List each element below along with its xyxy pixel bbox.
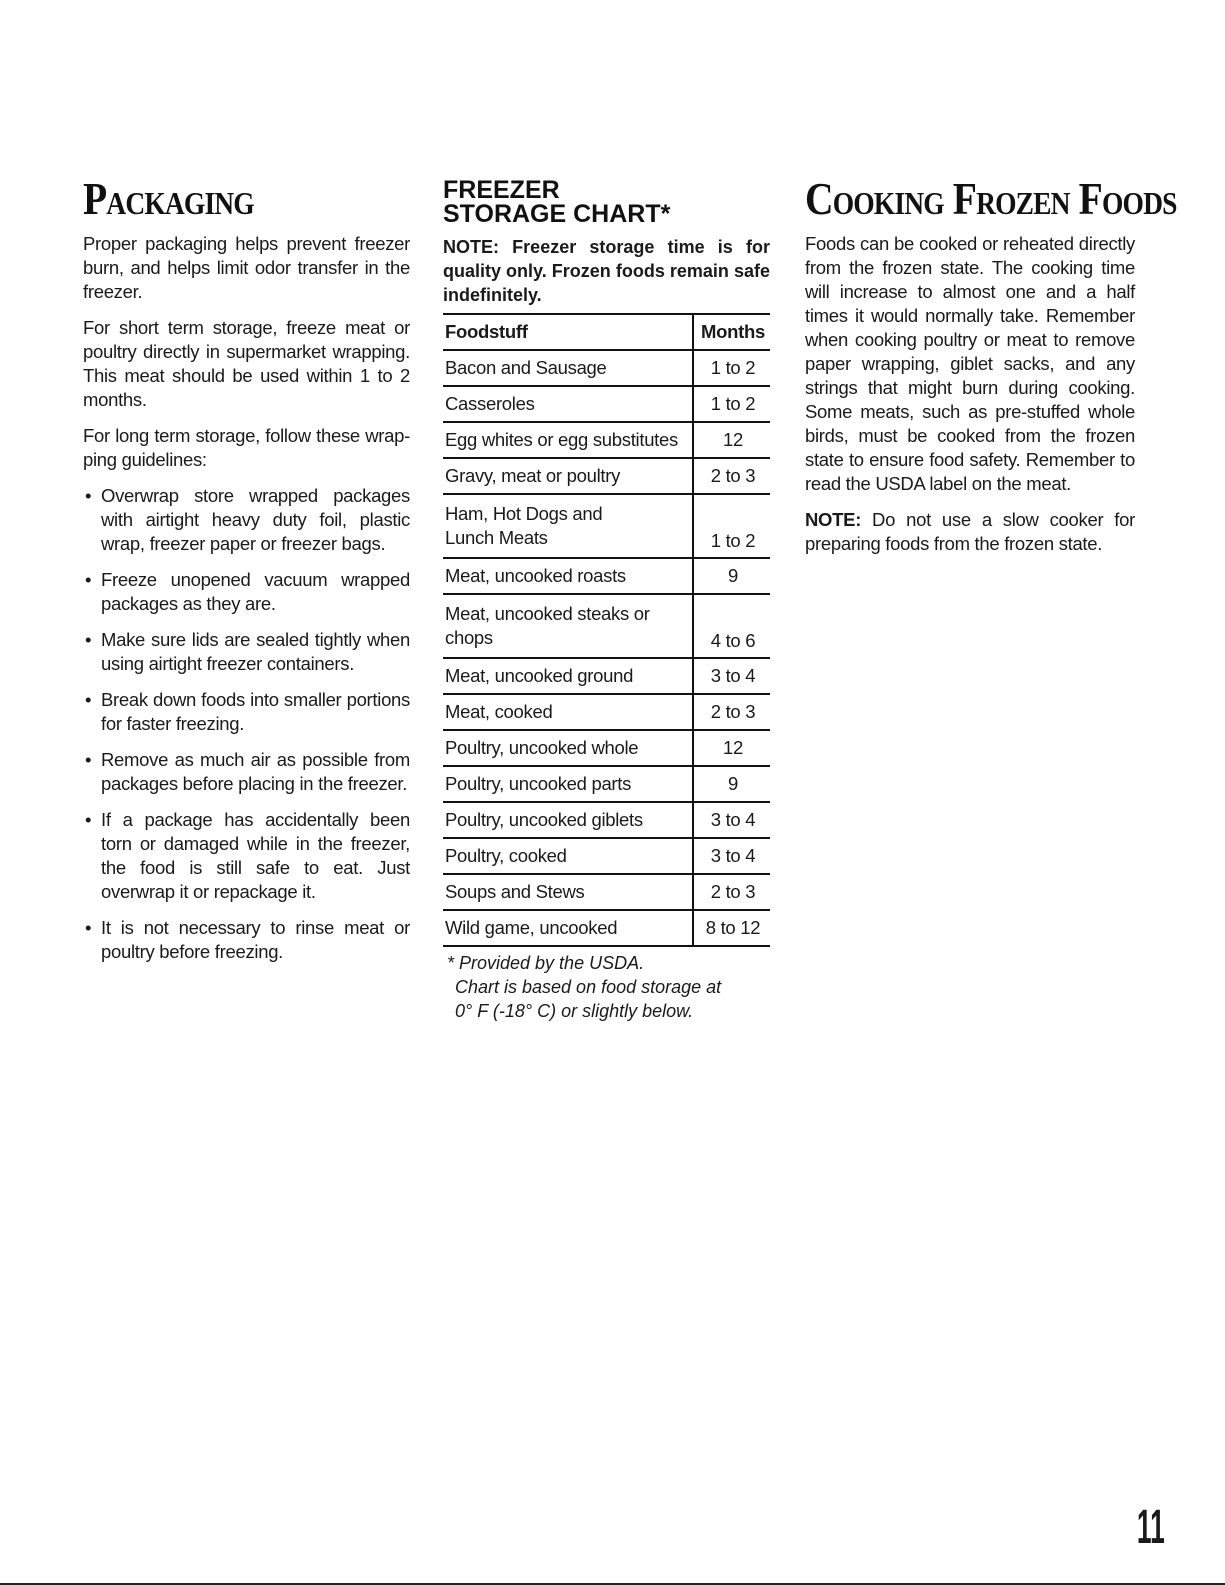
- bullet-icon: •: [85, 749, 92, 770]
- list-item: [83, 688, 410, 736]
- footnote-line: 0° F (-18° C) or slightly below.: [455, 1001, 694, 1021]
- cooking-frozen-foods-section: [805, 168, 1177, 568]
- cell-foodstuff: [443, 494, 693, 558]
- cell-foodstuff: [443, 802, 693, 838]
- list-item-text: It is not necessary to rinse meat or poultry before freezing.: [101, 917, 410, 962]
- foodstuff-line: Bacon and Sausage: [445, 357, 607, 378]
- cooking-note: [805, 508, 1135, 556]
- cooking-title: Cooking Frozen Foods: [805, 173, 1177, 224]
- cell-months: 2 to 3: [693, 874, 770, 910]
- cell-months: 1 to 2: [693, 494, 770, 558]
- cell-months: 9: [693, 558, 770, 594]
- cell-foodstuff: [443, 658, 693, 694]
- packaging-paragraph: Proper packaging helps prevent freezer burn, and helps limit odor transfer in the freezer.: [83, 233, 410, 302]
- table-row: [443, 766, 770, 802]
- cooking-paragraph: Foods can be cooked or reheated directly from the frozen state. The cooking time will increase to almost one and a half times it would normally take. Remember when cooking poultry or meat to remove paper wrapping, giblet sacks, and any strings that might burn during cooking. Some meats, such as pre-stuffed whole birds, must be cooked from the frozen state to ensure food safety. Remember to read the USDA label on the meat.: [805, 233, 1135, 494]
- note-text: Do not use a slow cooker for preparing foods from the frozen state.: [805, 509, 1135, 554]
- table-header-row: [443, 314, 770, 350]
- chart-title: [443, 178, 770, 226]
- packaging-guidelines-list: [83, 484, 410, 964]
- cell-months: 12: [693, 422, 770, 458]
- cell-months: 3 to 4: [693, 658, 770, 694]
- foodstuff-line: Soups and Stews: [445, 881, 585, 902]
- table-row: [443, 694, 770, 730]
- packaging-paragraph: For long term storage, follow these wrap-ping guidelines:: [83, 425, 410, 470]
- cell-months: 2 to 3: [693, 458, 770, 494]
- table-row: [443, 910, 770, 946]
- packaging-title: Packaging: [83, 173, 254, 224]
- list-item: [83, 628, 410, 676]
- table-row: [443, 494, 770, 558]
- foodstuff-line: Poultry, uncooked whole: [445, 737, 639, 758]
- packaging-section: [83, 168, 410, 976]
- list-item-text: If a package has accidentally been torn or damaged while in the freezer, the food is still safe to eat. Just overwrap it or repackage it.: [101, 809, 410, 902]
- table-row: [443, 350, 770, 386]
- list-item-text: Freeze unopened vacuum wrapped packages as they are.: [101, 569, 410, 614]
- table-row: [443, 458, 770, 494]
- chart-title-line: FREEZER: [443, 176, 560, 204]
- cell-months: 2 to 3: [693, 694, 770, 730]
- foodstuff-line: Meat, cooked: [445, 701, 553, 722]
- table-row: [443, 558, 770, 594]
- bullet-icon: •: [85, 809, 92, 830]
- packaging-paragraph: For short term storage, freeze meat or poultry directly in supermarket wrapping. This meat should be used within 1 to 2 months.: [83, 317, 410, 410]
- page-number: 11: [1137, 1501, 1165, 1554]
- table-row: [443, 838, 770, 874]
- cell-months: 1 to 2: [693, 386, 770, 422]
- freezer-storage-table: [443, 313, 770, 947]
- cell-months: 9: [693, 766, 770, 802]
- cell-months: 3 to 4: [693, 838, 770, 874]
- note-label: NOTE:: [805, 509, 862, 530]
- foodstuff-line: Egg whites or egg substitutes: [445, 429, 678, 450]
- cell-months: 8 to 12: [693, 910, 770, 946]
- chart-footnote: [443, 951, 770, 1023]
- list-item-text: Remove as much air as possible from packages before placing in the freezer.: [101, 749, 410, 794]
- chart-note: NOTE: Freezer storage time is for quality only. Frozen foods remain safe indefinitely.: [443, 237, 770, 305]
- foodstuff-line: Ham, Hot Dogs and: [445, 503, 603, 524]
- table-row: [443, 802, 770, 838]
- cell-foodstuff: [443, 766, 693, 802]
- chart-title-line: STORAGE CHART*: [443, 200, 671, 228]
- list-item-text: Break down foods into smaller portions for faster freezing.: [101, 689, 410, 734]
- foodstuff-line: Poultry, uncooked parts: [445, 773, 632, 794]
- foodstuff-line: Poultry, cooked: [445, 845, 567, 866]
- cell-foodstuff: [443, 694, 693, 730]
- cell-months: 3 to 4: [693, 802, 770, 838]
- foodstuff-line: Casseroles: [445, 393, 535, 414]
- table-row: [443, 658, 770, 694]
- footnote-line: * Provided by the USDA.: [447, 953, 645, 973]
- foodstuff-line: Meat, uncooked steaks or: [445, 603, 650, 624]
- list-item: [83, 808, 410, 904]
- foodstuff-line: chops: [445, 627, 493, 648]
- table-row: [443, 422, 770, 458]
- cell-foodstuff: [443, 910, 693, 946]
- table-row: [443, 594, 770, 658]
- table-body: [443, 350, 770, 946]
- list-item: [83, 484, 410, 556]
- footnote-line: Chart is based on food storage at: [455, 977, 722, 997]
- cell-foodstuff: [443, 350, 693, 386]
- list-item: [83, 568, 410, 616]
- table-row: [443, 874, 770, 910]
- cell-months: 1 to 2: [693, 350, 770, 386]
- cell-foodstuff: [443, 558, 693, 594]
- foodstuff-line: Gravy, meat or poultry: [445, 465, 621, 486]
- bullet-icon: •: [85, 917, 92, 938]
- cell-months: 12: [693, 730, 770, 766]
- bullet-icon: •: [85, 689, 92, 710]
- bullet-icon: •: [85, 485, 92, 506]
- list-item: [83, 748, 410, 796]
- column-header-months: Months: [693, 314, 770, 350]
- foodstuff-line: Lunch Meats: [445, 527, 548, 548]
- list-item-text: Overwrap store wrapped packages with airtight heavy duty foil, plastic wrap, freezer paper or freezer bags.: [101, 485, 410, 554]
- cell-foodstuff: [443, 422, 693, 458]
- foodstuff-line: Wild game, uncooked: [445, 917, 618, 938]
- cell-foodstuff: [443, 458, 693, 494]
- foodstuff-line: Meat, uncooked roasts: [445, 565, 626, 586]
- cell-foodstuff: [443, 838, 693, 874]
- bullet-icon: •: [85, 569, 92, 590]
- bullet-icon: •: [85, 629, 92, 650]
- list-item: [83, 916, 410, 964]
- cell-foodstuff: [443, 730, 693, 766]
- foodstuff-line: Meat, uncooked ground: [445, 665, 634, 686]
- column-header-foodstuff: Foodstuff: [443, 314, 693, 350]
- cell-foodstuff: [443, 594, 693, 658]
- cell-foodstuff: [443, 874, 693, 910]
- foodstuff-line: Poultry, uncooked giblets: [445, 809, 643, 830]
- table-row: [443, 730, 770, 766]
- freezer-storage-section: [443, 168, 770, 1023]
- cell-months: 4 to 6: [693, 594, 770, 658]
- list-item-text: Make sure lids are sealed tightly when using airtight freezer containers.: [101, 629, 410, 674]
- table-row: [443, 386, 770, 422]
- cell-foodstuff: [443, 386, 693, 422]
